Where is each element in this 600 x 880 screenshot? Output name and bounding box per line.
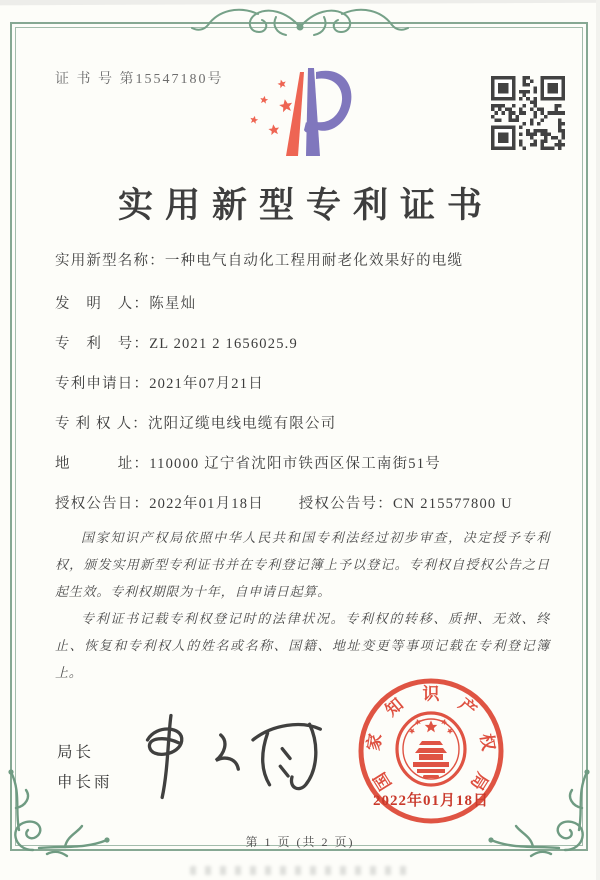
field-label: 专利申请日： <box>55 376 150 392</box>
field-label: 授权公告号： <box>298 496 393 512</box>
field-inventor <box>55 293 552 315</box>
field-patent-number <box>55 333 552 355</box>
certificate-number: 证 书 号 第15547180号 <box>55 72 224 87</box>
director-title: 局长 <box>57 744 95 761</box>
qr-code <box>491 76 565 150</box>
director-name: 申长雨 <box>57 774 113 791</box>
cnipa-logo <box>246 64 354 160</box>
director-signature <box>128 708 333 804</box>
field-label: 专 利 权 人： <box>55 416 148 432</box>
field-label: 实用新型名称： <box>55 253 165 269</box>
scan-paper-edge-right <box>596 0 600 880</box>
seal-char: 产 <box>454 694 481 721</box>
director-block <box>57 738 113 798</box>
certificate-title: 实用新型专利证书 <box>117 186 494 225</box>
legal-paragraph-1: 国家知识产权局依照中华人民共和国专利法经过初步审查，决定授予专利权，颁发实用新型专利证书并在专利登记簿上予以登记。专利权自授权公告之日起生效。专利权期限为十年，自申请日起算。 <box>55 530 550 600</box>
field-label: 发 明 人： <box>55 296 150 312</box>
field-value: CN 215577800 U <box>392 496 513 512</box>
field-label: 专 利 号： <box>55 336 150 352</box>
page-footer: 第 1 页 (共 2 页) <box>245 835 355 849</box>
field-patentee <box>55 413 552 435</box>
seal-char: 局 <box>466 768 492 794</box>
field-filing-date <box>55 373 552 395</box>
field-value: 沈阳辽缆电线电缆有限公司 <box>147 416 337 432</box>
field-utility-model-name <box>55 250 552 272</box>
certificate-fields <box>55 250 552 533</box>
field-grant-row <box>55 493 552 515</box>
bleed-through-smudge <box>190 866 415 875</box>
national-emblem-icon <box>397 713 465 785</box>
legal-paragraph-2: 专利证书记载专利权登记时的法律状况。专利权的转移、质押、无效、终止、恢复和专利权人的姓名或名称、国籍、地址变更等事项记载在专利登记簿上。 <box>55 611 550 681</box>
seal-char: 国 <box>370 768 396 794</box>
seal-char: 家 <box>363 732 386 752</box>
field-label: 地 址： <box>55 456 150 472</box>
scan-paper-edge <box>0 0 600 5</box>
seal-char: 权 <box>476 732 499 752</box>
field-value: 2021年07月21日 <box>149 376 264 392</box>
seal-char: 识 <box>422 684 440 704</box>
field-value: 110000 辽宁省沈阳市铁西区保工南街51号 <box>149 456 441 472</box>
field-value: ZL 2021 2 1656025.9 <box>149 336 298 352</box>
legal-text <box>55 524 550 686</box>
field-value: 2022年01月18日 <box>149 496 264 512</box>
seal-date: 2022年01月18日 <box>372 793 489 809</box>
field-label: 授权公告日： <box>55 496 150 512</box>
field-value: 一种电气自动化工程用耐老化效果好的电缆 <box>164 253 464 269</box>
field-value: 陈星灿 <box>149 296 197 312</box>
seal-char: 知 <box>381 694 408 721</box>
field-address <box>55 453 552 475</box>
